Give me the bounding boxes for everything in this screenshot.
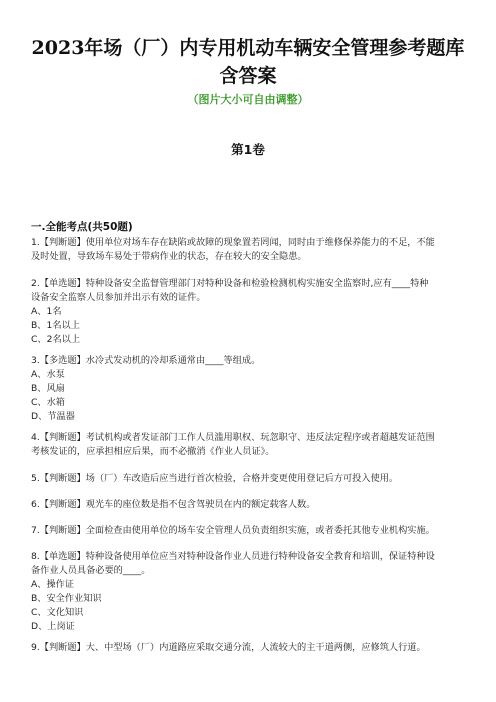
question-text: 备作业人员具备必要的____。 <box>31 565 151 576</box>
answer-option: C、2名以上 <box>31 334 81 345</box>
question-text: 考核发证的，应承担相应后果，而不必撤消《作业人员证》。 <box>31 446 275 457</box>
question-text: 7.【判断题】全面检查由使用单位的场车安全管理人员负责组织实施，或者委托其他专业机构实施。 <box>31 525 435 536</box>
question-9 <box>31 641 471 655</box>
question-text: 5.【判断题】场（厂）车改造后应当进行首次检验，合格并变更使用登记后方可投入使用。 <box>31 473 399 484</box>
question-text: 2.【单选题】特种设备安全监督管理部门对特种设备和检验检测机构实施安全监察时,应有____特种 <box>31 278 429 289</box>
document-subtitle: （图片大小可自由调整） <box>187 93 309 106</box>
answer-option: C、水箱 <box>31 397 65 408</box>
question-5 <box>31 472 471 486</box>
question-7 <box>31 524 471 538</box>
question-2 <box>31 277 471 347</box>
question-text: 4.【判断题】考试机构或者发证部门工作人员滥用职权、玩忽职守、违反法定程序或者超越发证范围 <box>31 432 435 443</box>
question-text: 设备安全监察人员参加并出示有效的证件。 <box>31 292 206 303</box>
question-text: 1.【判断题】使用单位对场车存在缺陷或故障的现象置若罔闻，同时由于维修保养能力的不足，不能 <box>31 237 435 248</box>
answer-option: D、节温器 <box>31 411 75 422</box>
answer-option: D、上岗证 <box>31 621 75 632</box>
question-text: 9.【判断题】大、中型场（厂）内道路应采取交通分流，人流较大的主干道两侧，应修筑人行道。 <box>31 642 426 653</box>
title-line-2: 含答案 <box>219 65 277 87</box>
answer-option: B、安全作业知识 <box>31 593 102 604</box>
section-heading: 一.全能考点(共50题) <box>31 221 133 233</box>
question-1 <box>31 236 471 264</box>
volume-heading: 第1卷 <box>231 142 265 157</box>
answer-option: B、1名以上 <box>31 320 80 331</box>
question-3 <box>31 354 471 424</box>
question-6 <box>31 498 471 512</box>
title-line-1: 2023年场（厂）内专用机动车辆安全管理参考题库 <box>31 37 465 59</box>
document-title <box>20 34 476 90</box>
answer-option: C、文化知识 <box>31 607 84 618</box>
answer-option: A、操作证 <box>31 579 75 590</box>
question-8 <box>31 550 471 634</box>
answer-option: B、风扇 <box>31 383 65 394</box>
answer-option: A、水泵 <box>31 369 65 380</box>
question-4 <box>31 431 471 459</box>
answer-option: A、1名 <box>31 306 62 317</box>
question-text: 8.【单选题】特种设备使用单位应当对特种设备作业人员进行特种设备安全教育和培训，保证特种设 <box>31 551 435 562</box>
question-text: 6.【判断题】观光车的座位数是指不包含驾驶员在内的额定载客人数。 <box>31 499 316 510</box>
question-text: 3.【多选题】水冷式发动机的冷却系通常由____等组成。 <box>31 355 261 366</box>
question-text: 及时处置，导致场车易处于带病作业的状态，存在较大的安全隐患。 <box>31 251 307 262</box>
